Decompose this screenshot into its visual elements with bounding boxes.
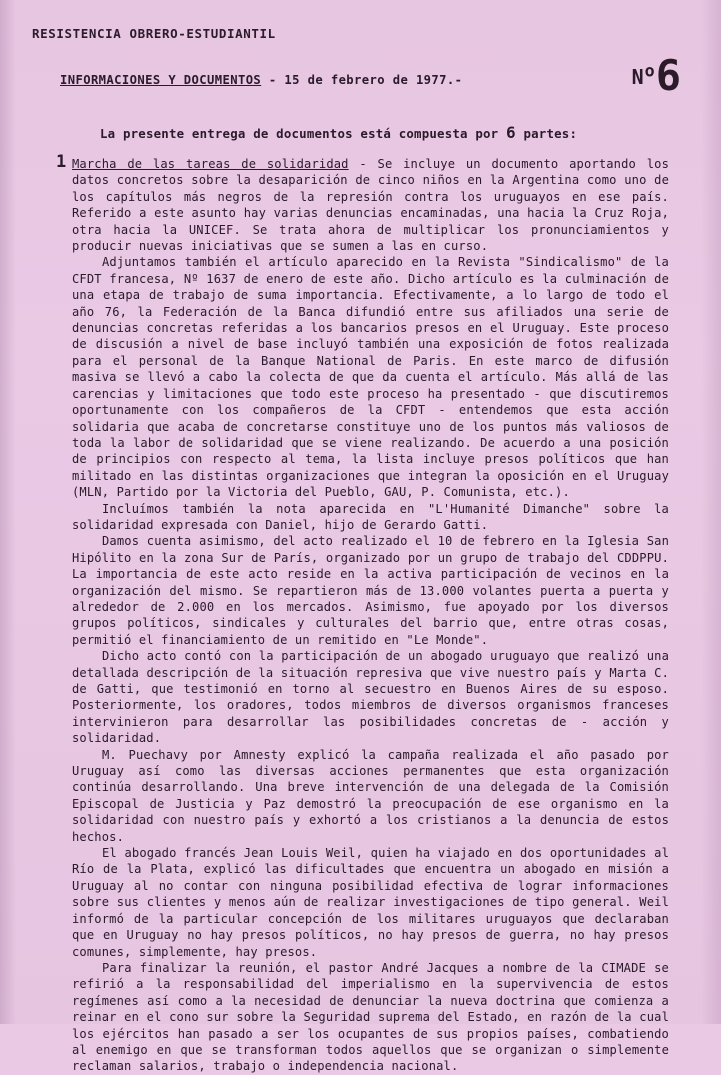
issue-number-block [631,51,681,100]
body-paragraph-6: El abogado francés Jean Louis Weil, quien ha viajado en dos oportunidades al Río de la Plata, explicó las dificultades que encuentra un abogado en misión a Uruguay al no contar con ninguna posibilidad efectiva de lograr informaciones sobre sus clientes y menos aún de realizar investigaciones de tipo general. Weil informó de la particular concepción de los militares uruguayos que declaraban que en Uruguay no hay presos políticos, no hay presos de guerra, no hay presos comunes, simplemente, hay presos. [72,846,669,959]
masthead-title: RESISTENCIA OBRERO-ESTUDIANTIL [32,26,276,41]
body-paragraph-3: Damos cuenta asimismo, del acto realizado el 10 de febrero en la Iglesia San Hipólito en la zona Sur de París, organizado por un grupo de trabajo del CDDPPU. La importancia de este acto reside en la activa participación de vecinos en la organización del mismo. Se repartieron más de 13.000 volantes puerta a puerta y alrededor de 2.000 en los mercados. Asimismo, fue apoyado por los diversos grupos políticos, sindicales y culturales del barrio que, entre otras cosas, permitió el financiamiento de un remitido en "Le Monde". [72,534,669,647]
lead-count: 6 [505,123,516,142]
document-header [60,51,691,113]
body-paragraph-1: Adjuntamos también el artículo aparecido en la Revista "Sindicalismo" de la CFDT francesa, Nº 1637 de enero de este año. Dicho artículo es la culminación de una etapa de trabajo de suma importancia. Efectivamente, a lo largo de todo el año 76, la Federación de la Banca difundió entre sus afiliados una serie de denuncias concretas referidas a los bancarios presos en el Uruguay. Este proceso de discusión a nivel de base incluyó también una exposición de fotos realizada para el personal de la Banque National de Paris. En este marco de difusión masiva se llevó a cabo la colecta de que da cuenta el artículo. Más allá de las carencias y limitaciones que todo este proceso ha presentado - que discutiremos oportunamente con los compañeros de la CFDT - entendemos que esta acción solidaria que acaba de concretarse constituye uno de los puntos más valiosos de toda la labor de solidaridad que se viene realizando. De acuerdo a una posición de principios con respecto al tema, la lista incluye presos políticos que han militado en las distintas organizaciones que integran la oposición en el Uruguay (MLN, Partido por la Victoria del Pueblo, GAU, P. Comunista, etc.). [72,255,669,500]
issue-ordinal: o [644,61,656,81]
issue-prefix: N [631,65,645,89]
item-title: Marcha de las tareas de solidaridad [72,157,349,171]
list-item [56,152,669,254]
header-subtitle [60,73,462,87]
document-body [56,152,669,1075]
lead-line [100,123,691,142]
header-dash: - [261,73,285,87]
body-paragraph-4: Dicho acto contó con la participación de un abogado uruguayo que realizó una detallada descripción de la situación represiva que vive nuestro país y Marta C. de Gatti, que testimonió en torno al secuestro en Buenos Aires de su esposo. Posteriormente, los oradores, todos miembros de diversos organismos franceses intervinieron para desarrollar las posibilidades concretas de - acción y solidaridad. [72,649,669,746]
header-date: 15 de febrero de 1977.- [284,73,463,87]
item-marker: 1 [56,152,67,172]
header-section-label: INFORMACIONES Y DOCUMENTOS [60,73,262,87]
body-paragraph-5: M. Puechavy por Amnesty explicó la campaña realizada el año pasado por Uruguay así como las diversas acciones permanentes que esta organización continúa desarrollando. Una breve intervención de una delegada de la Comisión Episcopal de Justicia y Paz demostró la preocupación de ese organismo en la solidaridad con nuestro país y exhortó a los cristianos a la denuncia de estos hechos. [72,747,669,844]
issue-number: 6 [655,51,681,100]
lead-text-before: La presente entrega de documentos está compuesta por [100,126,506,141]
body-paragraph-2: Incluímos también la nota aparecida en "L'Humanité Dimanche" sobre la solidaridad expresada con Daniel, hijo de Gerardo Gatti. [72,501,669,532]
body-paragraph-7: Para finalizar la reunión, el pastor André Jacques a nombre de la CIMADE se refirió a la responsabilidad del imperialismo en la supervivencia de estos regímenes así como a la necesidad de denunciar la nueva doctrina que comienza a reinar en el cono sur sobre la Seguridad suprema del Estado, en razón de la cual los ejércitos han pasado a ser los ocupantes de sus propios países, combatiendo al enemigo en que se transforman todos aquellos que se organizan o simplemente reclaman salarios, trabajo o independencia nacional. [72,960,669,1074]
item-text: - Se incluye un documento aportando los datos concretos sobre la desaparición de cinco niños en la Argentina como uno de los capítulos más negros de la represión contra los uruguayos en ese país. Referido a este asunto hay varias denuncias encaminadas, una hacia la Cruz Roja, otra hacia la UNICEF. Se trata ahora de multiplicar los pronunciamientos y producir nuevas iniciativas que se sumen a las en curso. [72,157,669,254]
lead-text-after: partes: [515,126,578,141]
item-paragraph [72,156,669,254]
